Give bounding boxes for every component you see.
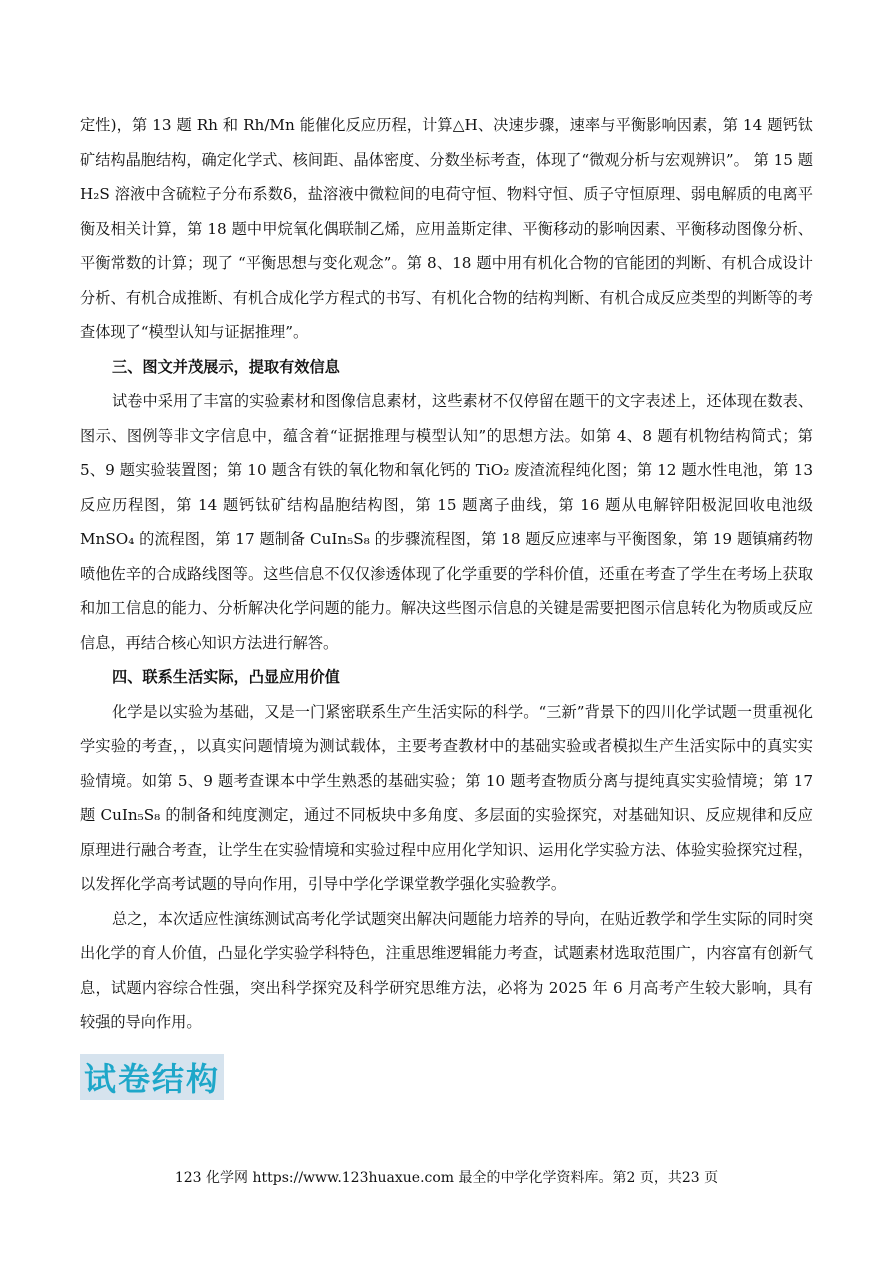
paragraph-summary: 总之，本次适应性演练测试高考化学试题突出解决问题能力培养的导向，在贴近教学和学生实际的同时突出化学的育人价值，凸显化学实验学科特色，注重思维逻辑能力考查，试题素材选取范围广，内容富有创新气息，试题内容综合性强，突出科学探究及科学研究思维方法，必将为 2025 年 6 月高考产生较大影响，具有较强的导向作用。 bbox=[80, 909, 813, 1031]
section-banner-title: 试卷结构 bbox=[84, 1060, 221, 1098]
paragraph-experiments: 化学是以实验为基础，又是一门紧密联系生产生活实际的科学。“三新”背景下的四川化学试题一贯重视化学实验的考查，，以真实问题情境为测试载体，主要考查教材中的基础实验或者模拟生产生活实际中的真实实验情境。如第 5、9 题考查课本中学生熟悉的基础实验；第 10 题考查物质分离与提纯真实实验情境；第 17 题 CuIn₅S₈ 的制备和纯度测定，通过不同板块中多角度、多层面的实验探究，对基础知识、反应规律和反应原理进行融合考查，让学生在实验情境和实验过程中应用化学知识、运用化学实验方法、体验实验探究过程，以发挥化学高考试题的导向作用，引导中学化学课堂教学强化实验教学。 bbox=[80, 702, 813, 893]
paragraph-continuation: 定性)，第 13 题 Rh 和 Rh/Mn 能催化反应历程，计算△H、决速步骤，速率与平衡影响因素，第 14 题钙钛矿结构晶胞结构，确定化学式、核间距、晶体密度、分数坐标考查，体现了“微观分析与宏观辨识”。 第 15 题 H₂S 溶液中含硫粒子分布系数δ，盐溶液中微粒间的电荷守恒、物料守恒、质子守恒原理、弱电解质的电离平衡及相关计算，第 18 题中甲烷氧化偶联制乙烯，应用盖斯定律、平衡移动的影响因素、平衡移动图像分析、平衡常数的计算；现了 “平衡思想与变化观念”。第 8、18 题中用有机化合物的官能团的判断、有机合成设计分析、有机合成推断、有机合成化学方程式的书写、有机化合物的结构判断、有机合成反应类型的判断等的考查体现了“模型认知与证据推理”。 bbox=[80, 116, 813, 341]
heading-section-4: 四、联系生活实际，凸显应用价值 bbox=[112, 668, 340, 686]
heading-section-3: 三、图文并茂展示，提取有效信息 bbox=[112, 357, 340, 376]
paragraph-figures: 试卷中采用了丰富的实验素材和图像信息素材，这些素材不仅停留在题干的文字表述上，还体现在数表、图示、图例等非文字信息中，蕴含着“证据推理与模型认知”的思想方法。如第 4、8 题有机物结构简式；第 5、9 题实验装置图；第 10 题含有铁的氧化物和氧化钙的 TiO₂ 废渣流程纯化图；第 12 题水性电池，第 13 反应历程图，第 14 题钙钛矿结构晶胞结构图，第 15 题离子曲线，第 16 题从电解锌阳极泥回收电池级 MnSO₄ 的流程图，第 17 题制备 CuIn₅S₈ 的步骤流程图，第 18 题反应速率与平衡图象，第 19 题镇痛药物喷他佐辛的合成路线图等。这些信息不仅仅渗透体现了化学重要的学科价值，还重在考查了学生在考场上获取和加工信息的能力、分析解决化学问题的能力。解决这些图示信息的关键是需要把图示信息转化为物质或反应信息，再结合核心知识方法进行解答。 bbox=[80, 392, 813, 652]
section-banner bbox=[80, 1054, 224, 1100]
document-body bbox=[80, 108, 813, 1040]
page-footer: 123 化学网 https://www.123huaxue.com 最全的中学化学资料库。第2 页，共23 页 bbox=[174, 1170, 719, 1186]
